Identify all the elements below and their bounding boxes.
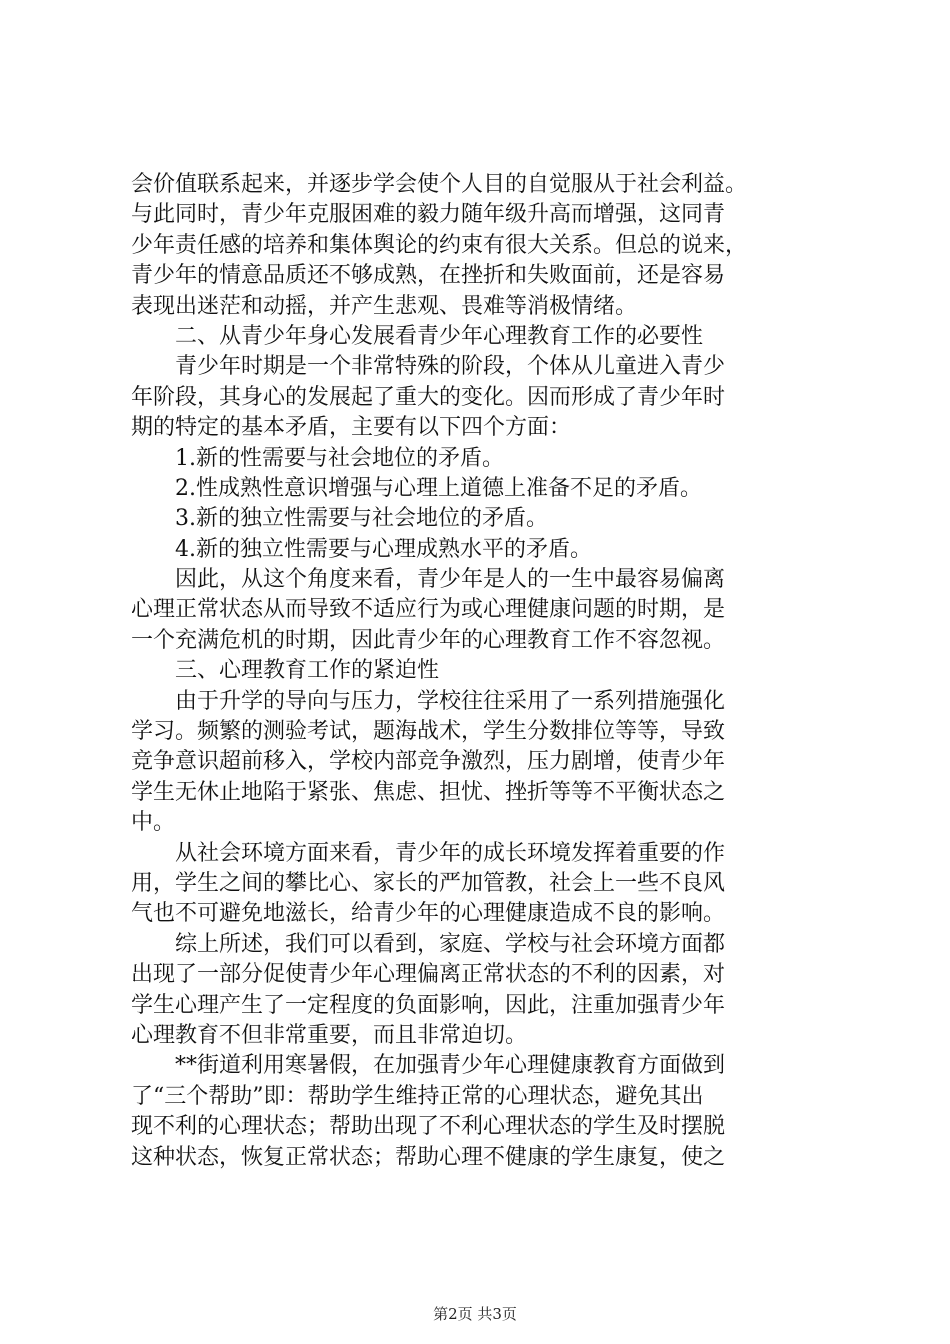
text-line: 用，学生之间的攀比心、家长的严加管教，社会上一些不良风 — [131, 870, 726, 896]
text-line: 心理教育不但非常重要，而且非常迫切。 — [131, 1022, 528, 1048]
list-item: 2.性成熟性意识增强与心理上道德上准备不足的矛盾。 — [175, 475, 702, 501]
text-line: 现不利的心理状态；帮助出现了不利心理状态的学生及时摆脱 — [131, 1114, 726, 1140]
page-footer: 第2页 共3页 — [433, 1305, 517, 1323]
list-item: 1.新的性需要与社会地位的矛盾。 — [175, 445, 504, 471]
text-line: 中。 — [131, 810, 176, 836]
section-heading: 二、从青少年身心发展看青少年心理教育工作的必要性 — [175, 323, 704, 349]
body-text — [131, 170, 831, 1173]
text-line: 青少年时期是一个非常特殊的阶段，个体从儿童进入青少 — [175, 354, 726, 380]
list-item: 4.新的独立性需要与心理成熟水平的矛盾。 — [175, 536, 592, 562]
text-line: 综上所述，我们可以看到，家庭、学校与社会环境方面都 — [175, 931, 726, 957]
list-item: 3.新的独立性需要与社会地位的矛盾。 — [175, 506, 548, 532]
text-line: 学生心理产生了一定程度的负面影响，因此，注重加强青少年 — [131, 992, 726, 1018]
text-line: 年阶段，其身心的发展起了重大的变化。因而形成了青少年时 — [131, 384, 726, 410]
text-line: 会价值联系起来，并逐步学会使个人目的自觉服从于社会利益。 — [131, 172, 748, 197]
text-line: 学习。频繁的测验考试，题海战术，学生分数排位等等，导致 — [131, 719, 726, 745]
text-line: 学生无休止地陷于紧张、焦虑、担忧、挫折等等不平衡状态之 — [131, 779, 726, 805]
text-line: 这种状态，恢复正常状态；帮助心理不健康的学生康复，使之 — [131, 1144, 726, 1170]
text-line: 因此，从这个角度来看，青少年是人的一生中最容易偏离 — [175, 567, 726, 593]
text-line: 表现出迷茫和动摇，并产生悲观、畏难等消极情绪。 — [131, 293, 638, 319]
text-line: 期的特定的基本矛盾，主要有以下四个方面： — [131, 415, 572, 441]
text-line: 青少年的情意品质还不够成熟，在挫折和失败面前，还是容易 — [131, 263, 726, 289]
text-line: **街道利用寒暑假，在加强青少年心理健康教育方面做到 — [175, 1053, 726, 1079]
text-line: 由于升学的导向与压力，学校往往采用了一系列措施强化 — [175, 688, 726, 714]
text-line: 心理正常状态从而导致不适应行为或心理健康问题的时期，是 — [131, 597, 726, 623]
text-line: 气也不可避免地滋长，给青少年的心理健康造成不良的影响。 — [131, 901, 726, 927]
text-line: 竞争意识超前移入，学校内部竞争激烈，压力剧增，使青少年 — [131, 749, 726, 775]
text-line: 了“三个帮助”即：帮助学生维持正常的心理状态，避免其出 — [131, 1083, 704, 1109]
text-line: 从社会环境方面来看，青少年的成长环境发挥着重要的作 — [175, 840, 726, 866]
section-heading: 三、心理教育工作的紧迫性 — [175, 658, 440, 684]
text-line: 出现了一部分促使青少年心理偏离正常状态的不利的因素，对 — [131, 962, 726, 988]
text-line: 一个充满危机的时期，因此青少年的心理教育工作不容忽视。 — [131, 627, 726, 653]
text-line: 与此同时，青少年克服困难的毅力随年级升高而增强，这同青 — [131, 202, 726, 228]
text-line: 少年责任感的培养和集体舆论的约束有很大关系。但总的说来， — [131, 232, 748, 258]
